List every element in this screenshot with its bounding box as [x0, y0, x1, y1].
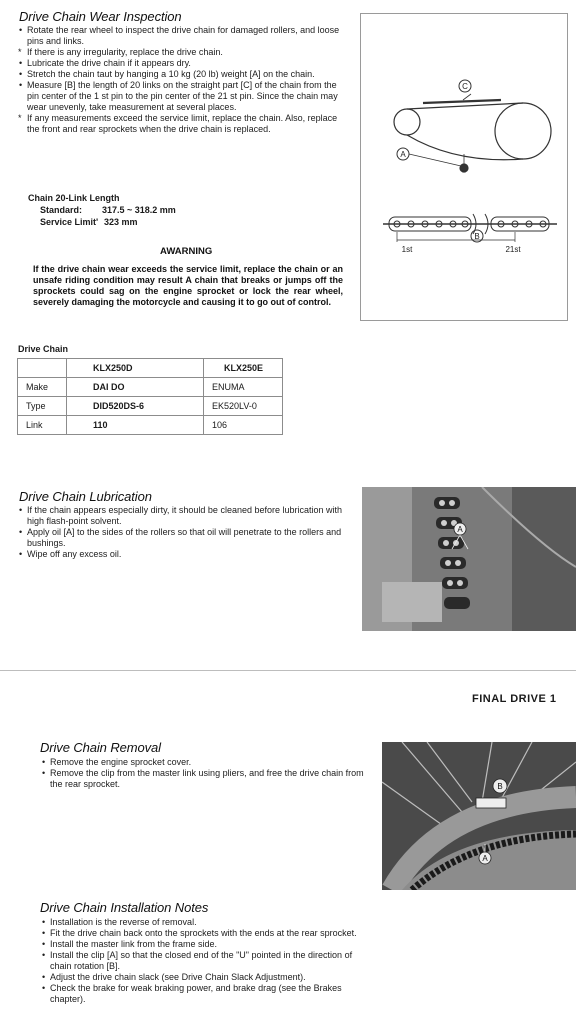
inspection-title: Drive Chain Wear Inspection: [19, 9, 182, 24]
chain-lower-run: [407, 135, 523, 160]
warning-title: AWARNING: [160, 246, 213, 257]
installation-item: • Install the master link from the frame side.: [41, 939, 369, 950]
table-cell: 106: [204, 416, 283, 435]
table-row: [18, 378, 283, 397]
table-cell: 110: [67, 416, 204, 435]
spec-standard-value: 317.5 ~ 318.2 mm: [102, 205, 176, 215]
lubrication-photo-art: [362, 487, 576, 631]
page-header: FINAL DRIVE 1: [472, 693, 557, 705]
removal-item: • Remove the engine sprocket cover.: [41, 757, 369, 768]
removal-label-b: B: [497, 782, 503, 791]
table-title: Drive Chain: [18, 344, 69, 354]
installation-item: • Fit the drive chain back onto the sprockets with the ends at the rear sprocket.: [41, 928, 369, 939]
removal-photo-art: [382, 742, 576, 890]
table-cell: DAI DO: [67, 378, 204, 397]
table-header-cell: KLX250E: [204, 359, 283, 378]
table-header-row: [18, 359, 283, 378]
front-sprocket: [394, 109, 420, 135]
label-1st: 1st: [401, 245, 413, 254]
removal-label-a: A: [482, 854, 488, 863]
spec-standard-label: Standard:: [40, 205, 83, 215]
chain-diagram: [361, 14, 567, 320]
installation-list: [41, 917, 369, 1005]
lubrication-photo: [362, 487, 576, 631]
installation-item: • Installation is the reverse of removal.: [41, 917, 369, 928]
table-cell: Make: [18, 378, 67, 397]
table-header-cell: [18, 359, 67, 378]
table-cell: DID520DS-6: [67, 397, 204, 416]
table-cell: EK520LV-0: [204, 397, 283, 416]
lubrication-title: Drive Chain Lubrication: [19, 489, 152, 504]
label-a: A: [400, 150, 406, 159]
lubrication-item: • Apply oil [A] to the sides of the rollers so that oil will penetrate to the rollers and bushings.: [18, 527, 348, 549]
removal-title: Drive Chain Removal: [40, 740, 161, 755]
lubrication-label-a: A: [457, 525, 463, 534]
label-c: C: [462, 82, 468, 91]
removal-list: [41, 757, 369, 790]
removal-photo: [382, 742, 576, 890]
chain-measurement-figure: [360, 13, 568, 321]
warning-text: If the drive chain wear exceeds the service limit, replace the chain or an unsafe riding condition may result A chain that breaks or jumps off the sprockets could sag on the engine sprocket or lock the rear wheel, severely damaging the motorcycle and causing it to go out of control.: [33, 264, 343, 307]
installation-item: • Check the brake for weak braking power, and brake drag (see the Brakes chapter).: [41, 983, 369, 1005]
lubrication-item: • If the chain appears especially dirty, it should be cleaned before lubrication with high flash-point solvent.: [18, 505, 348, 527]
inspection-item: • Rotate the rear wheel to inspect the drive chain for damaged rollers, and loose pins and links.: [18, 25, 348, 47]
label-21st: 21st: [505, 245, 521, 254]
inspection-list: [18, 25, 348, 135]
table-header-cell: KLX250D: [67, 359, 204, 378]
inspection-item: * If any measurements exceed the service limit, replace the chain. Also, replace the front and rear sprockets when the drive chain is replaced.: [18, 113, 348, 135]
installation-item: • Install the clip [A] so that the closed end of the "U" pointed in the direction of chain rotation [B].: [41, 950, 369, 972]
removal-item: • Remove the clip from the master link using pliers, and free the drive chain from the rear sprocket.: [41, 768, 369, 790]
lubrication-item: • Wipe off any excess oil.: [18, 549, 348, 560]
rear-sprocket: [495, 103, 551, 159]
table-row: [18, 416, 283, 435]
installation-item: • Adjust the drive chain slack (see Drive Chain Slack Adjustment).: [41, 972, 369, 983]
lubrication-list: [18, 505, 348, 560]
label-b: B: [474, 232, 480, 241]
spec-limit-value: 323 mm: [104, 217, 138, 227]
drive-chain-table: [17, 358, 283, 435]
inspection-item: * If there is any irregularity, replace the drive chain.: [18, 47, 348, 58]
table-cell: Type: [18, 397, 67, 416]
table-row: [18, 397, 283, 416]
table-cell: ENUMA: [204, 378, 283, 397]
page-divider: [0, 670, 576, 671]
inspection-item: • Stretch the chain taut by hanging a 10 kg (20 lb) weight [A] on the chain.: [18, 69, 348, 80]
inspection-item: • Lubricate the drive chain if it appears dry.: [18, 58, 348, 69]
table-cell: Link: [18, 416, 67, 435]
inspection-item: • Measure [B] the length of 20 links on the straight part [C] of the chain from the pin center of the 1 st pin to the pin center of the 21 st pin. Since the chain may wear unevenly, take measurement at several places.: [18, 80, 348, 113]
installation-title: Drive Chain Installation Notes: [40, 900, 209, 915]
spec-limit-label: Service Limit': [40, 217, 99, 227]
spec-title: Chain 20-Link Length: [28, 193, 120, 203]
